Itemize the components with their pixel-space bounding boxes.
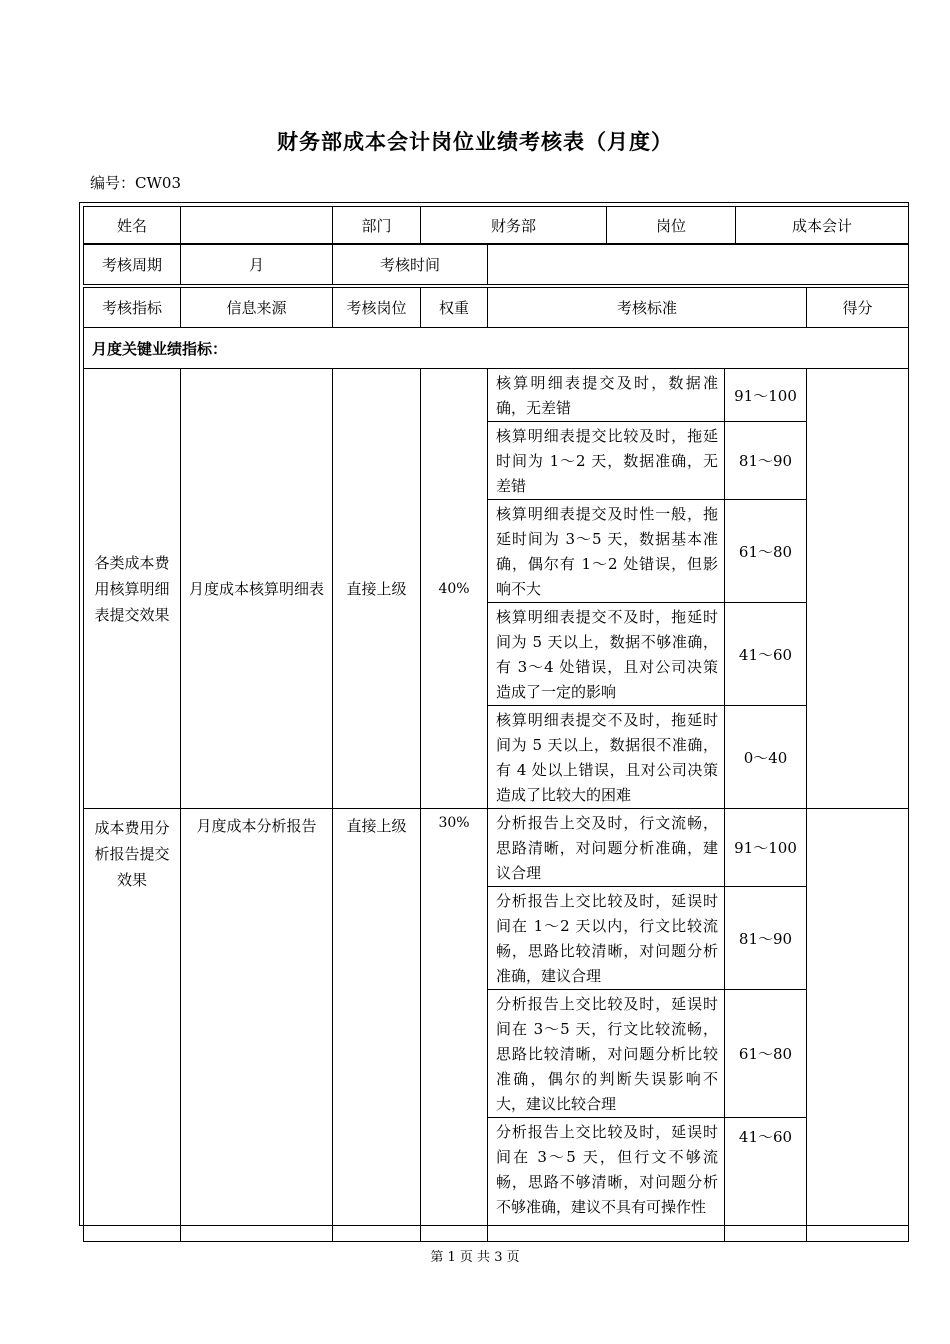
- time-label: 考核时间: [333, 245, 488, 285]
- header-row: [84, 288, 909, 328]
- section-title: 月度关键业绩指标：: [84, 328, 909, 369]
- post-label: 岗位: [607, 207, 736, 244]
- dept-label: 部门: [333, 207, 421, 244]
- header-indicator: 考核指标: [84, 288, 181, 328]
- criterion-text: 分析报告上交比较及时，延误时间在 1～2 天以内，行文比较流畅，思路比较清晰，对问题分析准确，建议合理: [488, 887, 725, 990]
- kpi-weight: 30%: [421, 809, 488, 1242]
- kpi-indicator: 各类成本费用核算明细表提交效果: [84, 369, 181, 809]
- criterion-range: 0～40: [725, 706, 807, 809]
- criterion-text: 核算明细表提交及时性一般，拖延时间为 3～5 天，数据基本准确，偶尔有 1～2 处错误，但影响不大: [488, 500, 725, 603]
- criterion-range: 41～60: [725, 1118, 807, 1242]
- form-code: 编号：CW03: [90, 174, 181, 192]
- criterion-text: 分析报告上交及时，行文流畅，思路清晰，对问题分析准确，建议合理: [488, 809, 725, 887]
- time-value[interactable]: [488, 245, 909, 285]
- criterion-range: 61～80: [725, 500, 807, 603]
- kpi-score-cell[interactable]: [807, 809, 909, 1242]
- table-row: [84, 369, 909, 422]
- assessment-table: [83, 287, 909, 1242]
- criterion-text: 分析报告上交比较及时，延误时间在 3～5 天，行文比较流畅，思路比较清晰，对问题分析比较准确，偶尔的判断失误影响不大，建议比较合理: [488, 990, 725, 1118]
- page-footer: 第 1 页 共 3 页: [430, 1250, 520, 1265]
- criterion-text: 核算明细表提交及时，数据准确，无差错: [488, 369, 725, 422]
- kpi-weight: 40%: [421, 369, 488, 809]
- criterion-range: 81～90: [725, 422, 807, 500]
- name-label: 姓名: [84, 207, 181, 244]
- criterion-text: 核算明细表提交不及时，拖延时间为 5 天以上，数据不够准确，有 3～4 处错误，且对公司决策造成了一定的影响: [488, 603, 725, 706]
- period-value: 月: [181, 245, 333, 285]
- criterion-range: 91～100: [725, 809, 807, 887]
- header-source: 信息来源: [181, 288, 333, 328]
- dept-value: 财务部: [421, 207, 607, 244]
- criterion-range: 81～90: [725, 887, 807, 990]
- criterion-range: 41～60: [725, 603, 807, 706]
- criterion-range: 61～80: [725, 990, 807, 1118]
- period-label: 考核周期: [84, 245, 181, 285]
- document-title: 财务部成本会计岗位业绩考核表（月度）: [277, 130, 673, 154]
- kpi-assessor: 直接上级: [333, 809, 421, 1242]
- criterion-text: 分析报告上交比较及时，延误时间在 3～5 天，但行文不够流畅，思路不够清晰，对问题分析不够准确，建议不具有可操作性: [488, 1118, 725, 1242]
- post-value: 成本会计: [736, 207, 909, 244]
- name-value[interactable]: [181, 207, 333, 244]
- kpi-score-cell[interactable]: [807, 369, 909, 809]
- kpi-source: 月度成本核算明细表: [181, 369, 333, 809]
- header-standard: 考核标准: [488, 288, 807, 328]
- kpi-source: 月度成本分析报告: [181, 809, 333, 1242]
- header-assessor: 考核岗位: [333, 288, 421, 328]
- info-table-row1: [83, 206, 909, 244]
- criterion-text: 核算明细表提交比较及时，拖延时间为 1～2 天，数据准确，无差错: [488, 422, 725, 500]
- criterion-text: 核算明细表提交不及时，拖延时间为 5 天以上，数据很不准确，有 4 处以上错误，且对公司决策造成了比较大的困难: [488, 706, 725, 809]
- kpi-assessor: 直接上级: [333, 369, 421, 809]
- kpi-indicator: 成本费用分析报告提交效果: [84, 809, 181, 1242]
- criterion-range: 91～100: [725, 369, 807, 422]
- info-table-row2: [83, 244, 909, 285]
- table-row: [84, 809, 909, 887]
- header-score: 得分: [807, 288, 909, 328]
- header-weight: 权重: [421, 288, 488, 328]
